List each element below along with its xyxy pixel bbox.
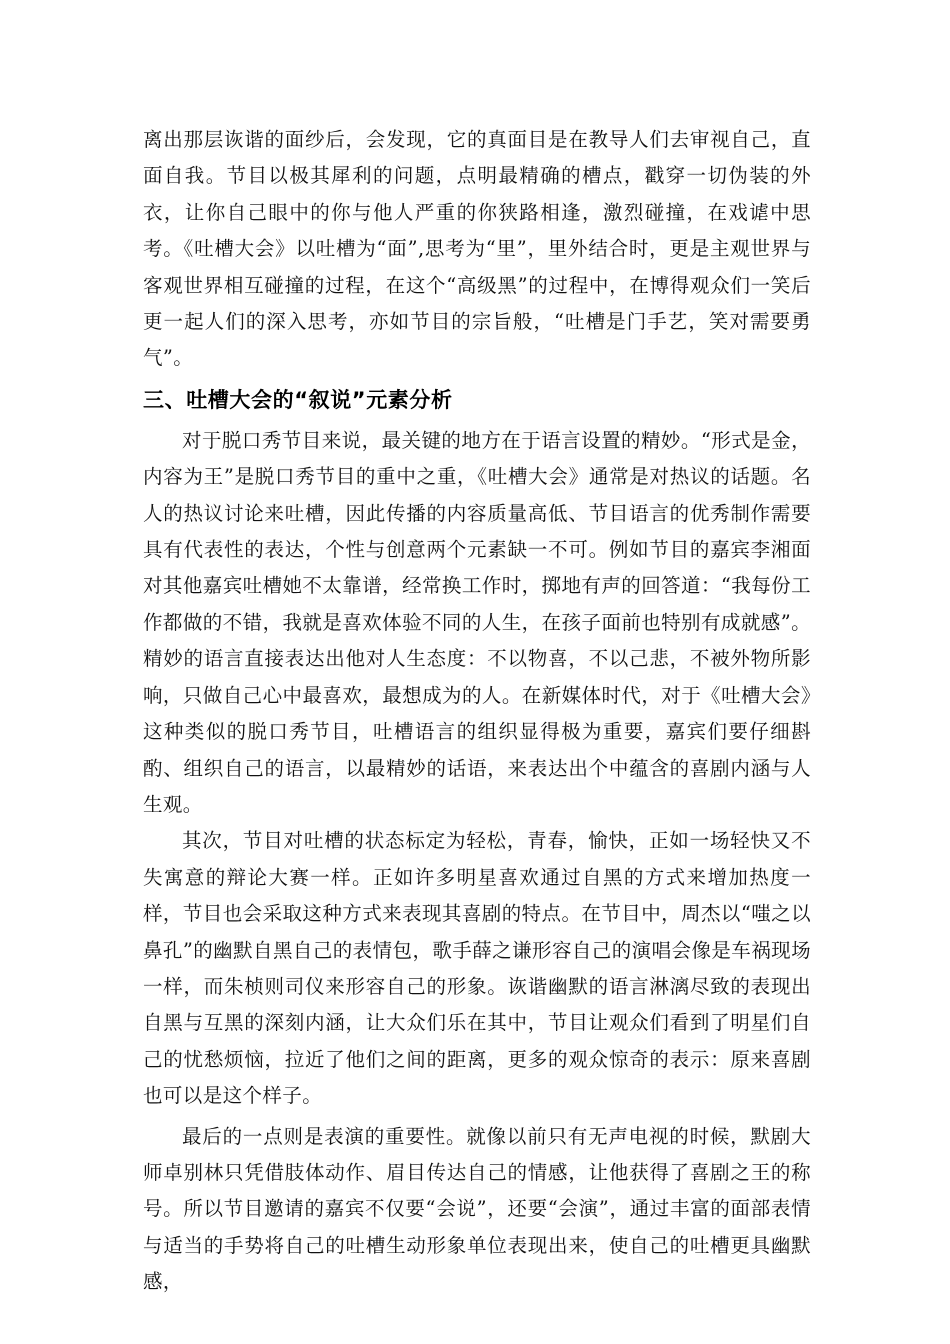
- paragraph: 对于脱口秀节目来说，最关键的地方在于语言设置的精妙。“形式是金，内容为王”是脱口秀节目的重中之重，《吐槽大会》通常是对热议的话题。名人的热议讨论来吐槽，因此传播的内容质量高低、节目语言的优秀制作需要具有代表性的表达，个性与创意两个元素缺一不可。例如节目的嘉宾李湘面对其他嘉宾吐槽她不太靠谱，经常换工作时，掷地有声的回答道：“我每份工作都做的不错，我就是喜欢体验不同的人生，在孩子面前也特别有成就感”。精妙的语言直接表达出他对人生态度：不以物喜，不以己悲，不被外物所影响，只做自己心中最喜欢，最想成为的人。在新媒体时代，对于《吐槽大会》这种类似的脱口秀节目，吐槽语言的组织显得极为重要，嘉宾们要仔细斟酌、组织自己的语言，以最精妙的话语，来表达出个中蕴含的喜剧内涵与人生观。: [143, 428, 811, 816]
- document-body: [143, 122, 811, 1301]
- paragraph: 其次，节目对吐槽的状态标定为轻松，青春，愉快，正如一场轻快又不失寓意的辩论大赛一样。正如许多明星喜欢通过自黑的方式来增加热度一样，节目也会采取这种方式来表现其喜剧的特点。在节目中，周杰以“嗤之以鼻孔”的幽默自黑自己的表情包，歌手薛之谦形容自己的演唱会像是车祸现场一样，而朱桢则司仪来形容自己的形象。诙谐幽默的语言淋漓尽致的表现出自黑与互黑的深刻内涵，让大众们乐在其中，节目让观众们看到了明星们自己的忧愁烦恼，拉近了他们之间的距离，更多的观众惊奇的表示：原来喜剧也可以是这个样子。: [143, 829, 811, 1108]
- paragraph: 离出那层诙谐的面纱后，会发现，它的真面目是在教导人们去审视自己，直面自我。节目以极其犀利的问题，点明最精确的槽点，戳穿一切伪装的外衣，让你自己眼中的你与他人严重的你狭路相逢，激烈碰撞，在戏谑中思考。《吐槽大会》以吐槽为“面”,思考为“里”，里外结合时，更是主观世界与客观世界相互碰撞的过程，在这个“高级黑”的过程中，在博得观众们一笑后更一起人们的深入思考，亦如节目的宗旨般，“吐槽是门手艺，笑对需要勇气”。: [143, 128, 811, 370]
- paragraph: 最后的一点则是表演的重要性。就像以前只有无声电视的时候，默剧大师卓别林只凭借肢体动作、眉目传达自己的情感，让他获得了喜剧之王的称号。所以节目邀请的嘉宾不仅要“会说”，还要“会演”，通过丰富的面部表情与适当的手势将自己的吐槽生动形象单位表现出来，使自己的吐槽更具幽默感，: [143, 1124, 811, 1294]
- section-heading: 三、吐槽大会的“叙说”元素分析: [143, 387, 453, 412]
